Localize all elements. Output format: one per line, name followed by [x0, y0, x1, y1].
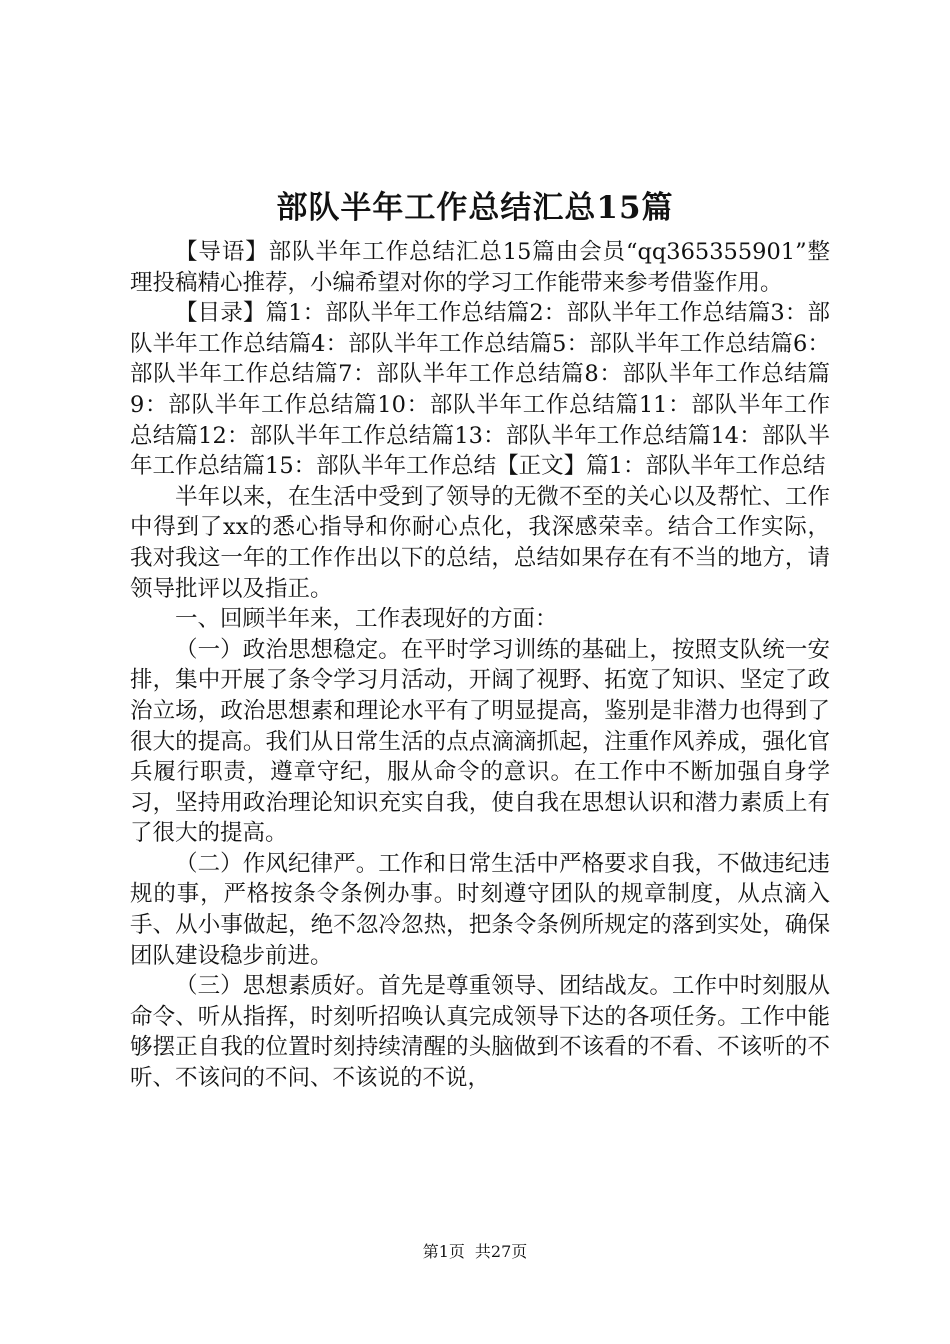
paragraph-political: （一）政治思想稳定。在平时学习训练的基础上，按照支队统一安排，集中开展了条令学习月活动，开阔了视野、拓宽了知识、坚定了政治立场，政治思想素和理论水平有了明显提高，鉴别是非潜力也得到了很大的提高。我们从日常生活的点点滴滴抓起，注重作风养成，强化官兵履行职责，遵章守纪，服从命令的意识。在工作中不断加强自身学习，坚持用政治理论知识充实自我，使自我在思想认识和潜力素质上有了很大的提高。 — [130, 636, 830, 847]
section-heading: 一、回顾半年来，工作表现好的方面： — [175, 606, 558, 633]
page-total: 共27页 — [474, 1242, 528, 1261]
document-body — [130, 237, 830, 1094]
paragraph-quality: （三）思想素质好。首先是尊重领导、团结战友。工作中时刻服从命令、听从指挥，时刻听招唤认真完成领导下达的各项任务。工作中能够摆正自我的位置时刻持续清醒的头脑做到不该看的不看、不该听的不听、不该问的不问、不该说的不说， — [130, 973, 830, 1092]
page-number: 第1页 — [422, 1242, 465, 1261]
document-title: 部队半年工作总结汇总15篇 — [276, 190, 674, 226]
paragraph-opening: 半年以来，在生活中受到了领导的无微不至的关心以及帮忙、工作中得到了xx的悉心指导和你耐心点化，我深感荣幸。结合工作实际，我对我这一年的工作作出以下的总结，总结如果存在有不当的地方，请领导批评以及指正。 — [130, 483, 830, 602]
paragraph-toc: 【目录】篇1：部队半年工作总结篇2：部队半年工作总结篇3：部队半年工作总结篇4：部队半年工作总结篇5：部队半年工作总结篇6：部队半年工作总结篇7：部队半年工作总结篇8：部队半年工作总结篇9：部队半年工作总结篇10：部队半年工作总结篇11：部队半年工作总结篇12：部队半年工作总结篇13：部队半年工作总结篇14：部队半年工作总结篇15：部队半年工作总结【正文】篇1：部队半年工作总结 — [130, 300, 830, 480]
paragraph-intro: 【导语】部队半年工作总结汇总15篇由会员“qq365355901”整理投稿精心推荐，小编希望对你的学习工作能带来参考借鉴作用。 — [130, 239, 830, 296]
page-footer — [0, 1241, 950, 1263]
paragraph-discipline: （二）作风纪律严。工作和日常生活中严格要求自我，不做违纪违规的事，严格按条令条例办事。时刻遵守团队的规章制度，从点滴入手、从小事做起，绝不忽冷忽热，把条令条例所规定的落到实处，确保团队建设稳步前进。 — [130, 850, 830, 969]
